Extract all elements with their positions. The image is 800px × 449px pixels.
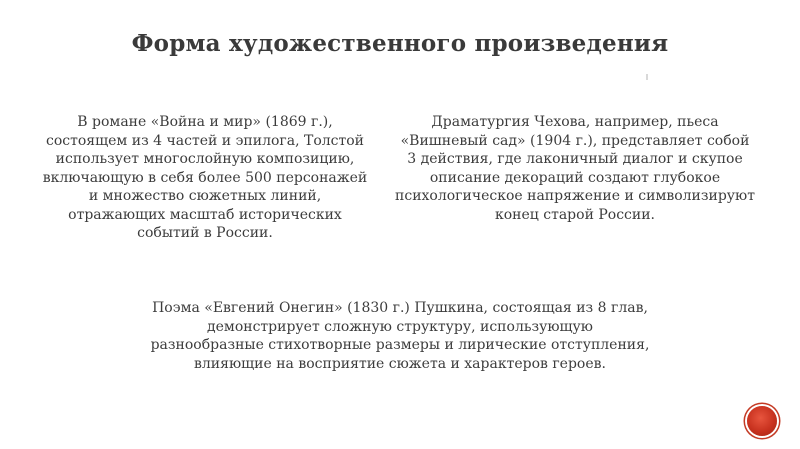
slide-title: Форма художественного произведения (131, 30, 669, 57)
paragraph-eugene-onegin: Поэма «Евгений Онегин» (1830 г.) Пушкина, состоящая из 8 глав, демонстрирует сложную структуру, использующую разнообразные стихотворные размеры и лирические отступления, влияющие на восприятие сюжета и характеров героев. (150, 300, 650, 372)
next-slide-circle-icon[interactable] (747, 406, 777, 436)
title-decoration (646, 74, 648, 80)
paragraph-cherry-orchard: Драматургия Чехова, например, пьеса «Вишневый сад» (1904 г.), представляет собой 3 действия, где лаконичный диалог и скупое описание декораций создают глубокое психологическое напряжение и символизируют конец старой России. (395, 114, 755, 223)
paragraph-war-and-peace: В романе «Война и мир» (1869 г.), состоящем из 4 частей и эпилога, Толстой использует многослойную композицию, включающую в себя более 500 персонажей и множество сюжетных линий, отражающих масштаб исторических событий в России. (42, 114, 368, 241)
